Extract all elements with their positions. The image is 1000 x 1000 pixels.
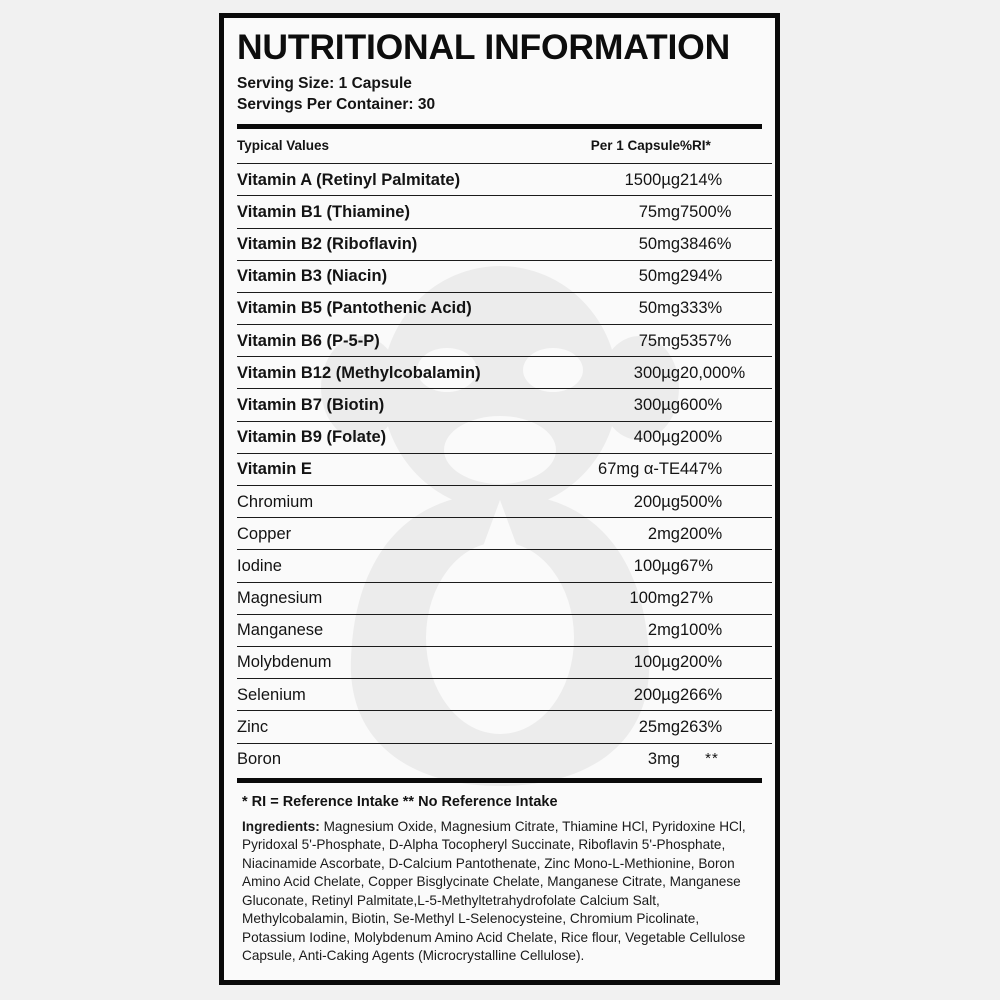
column-header-typical-values: Typical Values (237, 138, 330, 154)
nutrient-amount: 3mg (537, 743, 680, 775)
nutrient-name: Vitamin B7 (Biotin) (237, 389, 537, 421)
table-row (237, 453, 772, 485)
nutrient-ri: 7500% (680, 196, 772, 228)
divider-below-table (237, 778, 762, 783)
nutrient-amount: 75mg (537, 196, 680, 228)
nutrient-name: Magnesium (237, 582, 537, 614)
nutrient-ri: 500% (680, 486, 772, 518)
nutrient-amount: 200µg (537, 679, 680, 711)
nutrient-amount: 100µg (537, 550, 680, 582)
table-row (237, 164, 772, 196)
serving-size-text: Serving Size: 1 Capsule (237, 74, 412, 92)
nutrient-name: Vitamin B12 (Methylcobalamin) (237, 357, 537, 389)
nutrient-amount: 50mg (537, 260, 680, 292)
table-row (237, 486, 772, 518)
nutrient-amount: 2mg (537, 614, 680, 646)
nutrient-ri: 5357% (680, 325, 772, 357)
nutrient-name: Vitamin B3 (Niacin) (237, 260, 537, 292)
nutrient-name: Copper (237, 518, 537, 550)
ingredients-label: Ingredients: (242, 818, 320, 834)
nutrient-ri: 200% (680, 421, 772, 453)
nutrient-ri: 20,000% (680, 357, 772, 389)
nutrient-name: Vitamin B9 (Folate) (237, 421, 537, 453)
serving-info (237, 73, 762, 115)
nutrient-amount: 300µg (537, 357, 680, 389)
nutrient-amount: 50mg (537, 292, 680, 324)
nutrition-table (237, 129, 772, 775)
table-row (237, 646, 772, 678)
column-header-per-capsule: Per 1 Capsule (590, 138, 680, 154)
nutrient-name: Vitamin B5 (Pantothenic Acid) (237, 292, 537, 324)
nutrient-ri: ** (680, 743, 772, 775)
nutrient-name: Chromium (237, 486, 537, 518)
table-row (237, 679, 772, 711)
nutrient-ri: 447% (680, 453, 772, 485)
table-row (237, 614, 772, 646)
ingredients-paragraph (237, 818, 762, 966)
servings-per-container-text: Servings Per Container: 30 (237, 96, 436, 114)
table-row (237, 421, 772, 453)
nutrient-name: Molybdenum (237, 646, 537, 678)
nutrient-name: Boron (237, 743, 537, 775)
table-row (237, 292, 772, 324)
nutrient-ri: 214% (680, 164, 772, 196)
nutrient-amount: 100mg (537, 582, 680, 614)
nutrient-name: Iodine (237, 550, 537, 582)
nutrient-amount: 50mg (537, 228, 680, 260)
page-title: NUTRITIONAL INFORMATION (237, 27, 731, 67)
nutrient-ri: 294% (680, 260, 772, 292)
nutrient-ri: 600% (680, 389, 772, 421)
table-row (237, 550, 772, 582)
nutrient-amount: 200µg (537, 486, 680, 518)
nutrient-name: Vitamin B2 (Riboflavin) (237, 228, 537, 260)
ingredients-text: Magnesium Oxide, Magnesium Citrate, Thiamine HCl, Pyridoxine HCl, Pyridoxal 5ʹ-Phosphate, D-Alpha Tocopheryl Succinate, Riboflavin 5ʹ-Phosphate, Niacinamide Ascorbate, D-Calcium Pantothenate, Zinc Mono-L-Methionine, Boron Amino Acid Chelate, Copper Bisglycinate Chelate, Manganese Citrate, Manganese Gluconate, Retinyl Palmitate,L-5-Methyltetrahydrofolate Calcium Salt, Methylcobalamin, Biotin, Se-Methyl L-Selenocysteine, Chromium Picolinate, Potassium Iodine, Molybdenum Amino Acid Chelate, Rice flour, Vegetable Cellulose Capsule, Anti-Caking Agents (Microcrystalline Cellulose). (242, 818, 746, 964)
nutrient-name: Zinc (237, 711, 537, 743)
table-row (237, 228, 772, 260)
nutrient-ri: 333% (680, 292, 772, 324)
reference-intake-footnote: * RI = Reference Intake ** No Reference Intake (242, 793, 558, 810)
nutrition-label-panel (219, 13, 780, 985)
table-header-row (237, 129, 772, 164)
table-row (237, 260, 772, 292)
nutrient-amount: 75mg (537, 325, 680, 357)
nutrient-ri: 200% (680, 518, 772, 550)
nutrient-ri: 266% (680, 679, 772, 711)
nutrient-amount: 100µg (537, 646, 680, 678)
nutrient-ri: 27% (680, 582, 772, 614)
table-row (237, 711, 772, 743)
nutrient-amount: 400µg (537, 421, 680, 453)
table-body (237, 164, 772, 775)
table-row (237, 357, 772, 389)
table-row (237, 196, 772, 228)
nutrient-amount: 67mg α-TE (537, 453, 680, 485)
nutrient-amount: 300µg (537, 389, 680, 421)
table-row (237, 389, 772, 421)
table-row (237, 518, 772, 550)
nutrient-name: Manganese (237, 614, 537, 646)
nutrient-name: Vitamin B6 (P-5-P) (237, 325, 537, 357)
nutrient-amount: 2mg (537, 518, 680, 550)
nutrient-name: Vitamin E (237, 453, 537, 485)
table-row (237, 325, 772, 357)
table-row (237, 582, 772, 614)
nutrient-amount: 25mg (537, 711, 680, 743)
nutrient-ri: 67% (680, 550, 772, 582)
column-header-ri: %RI* (680, 138, 711, 154)
nutrient-name: Selenium (237, 679, 537, 711)
nutrient-name: Vitamin A (Retinyl Palmitate) (237, 164, 537, 196)
nutrient-name: Vitamin B1 (Thiamine) (237, 196, 537, 228)
nutrient-ri: 3846% (680, 228, 772, 260)
table-header (237, 129, 772, 164)
nutrient-ri: 263% (680, 711, 772, 743)
nutrient-amount: 1500µg (537, 164, 680, 196)
nutrient-ri: 200% (680, 646, 772, 678)
table-row (237, 743, 772, 775)
nutrient-ri: 100% (680, 614, 772, 646)
